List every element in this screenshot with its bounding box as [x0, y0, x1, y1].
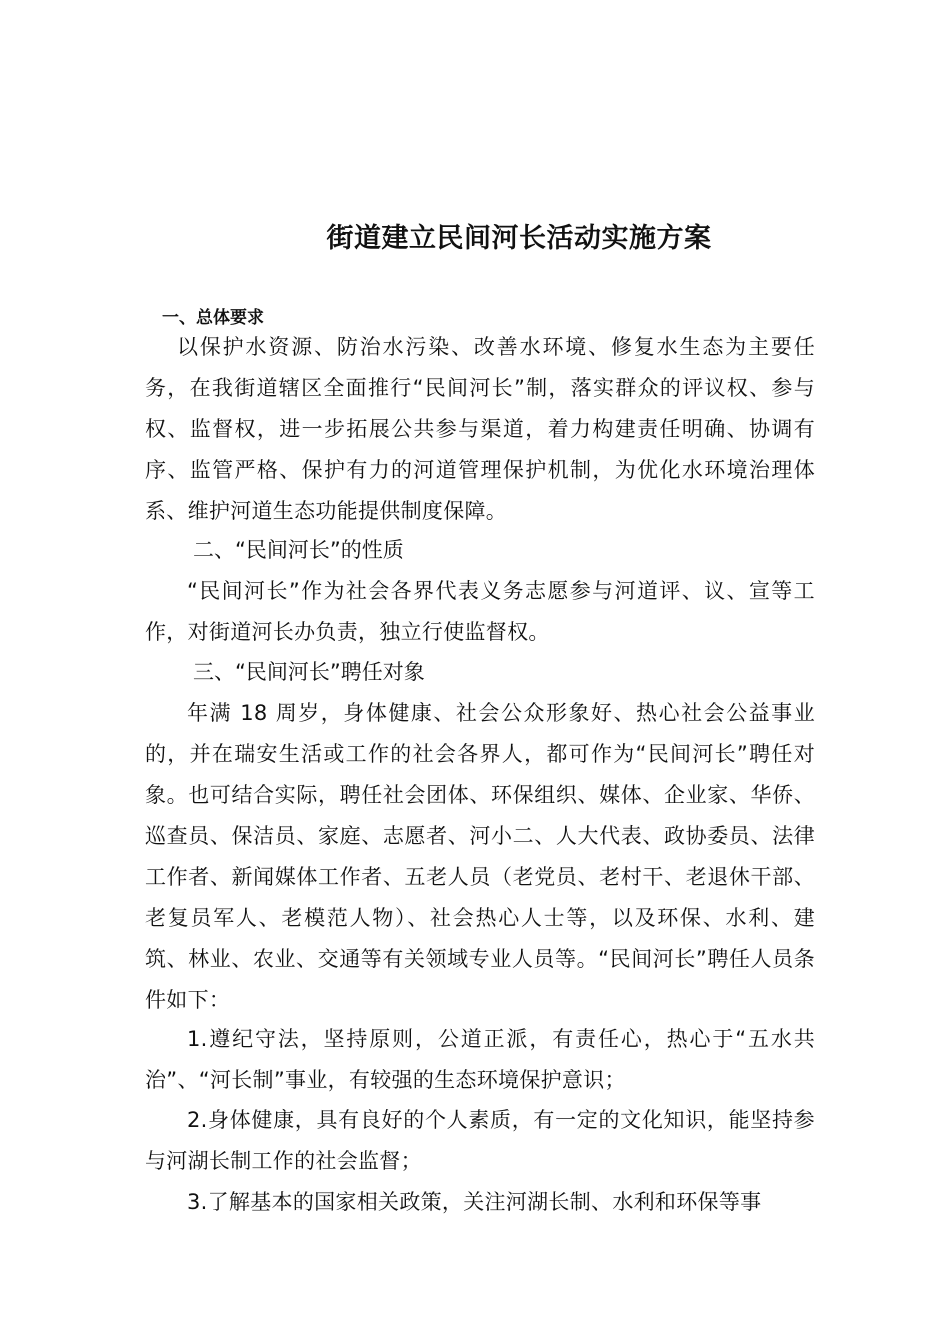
section-3-paragraph: 年满 18 周岁，身体健康、社会公众形象好、热心社会公益事业的，并在瑞安生活或工作的社会各界人，都可作为“民间河长”聘任对象。也可结合实际，聘任社会团体、环保组织、媒体、企业家、华侨、巡查员、保洁员、家庭、志愿者、河小二、人大代表、政协委员、法律工作者、新闻媒体工作者、五老人员（老党员、老村干、老退休干部、老复员军人、老模范人物）、社会热心人士等，以及环保、水利、建筑、林业、农业、交通等有关领域专业人员等。“民间河长”聘任人员条件如下：	[145, 701, 815, 1012]
section-1-heading: 一、总体要求	[162, 308, 264, 328]
condition-item-3: 3.了解基本的国家相关政策，关注河湖长制、水利和环保等事	[187, 1190, 762, 1214]
section-2-paragraph: “民间河长”作为社会各界代表义务志愿参与河道评、议、宣等工作，对街道河长办负责，独立行使监督权。	[145, 579, 815, 644]
condition-item-1: 1.遵纪守法，坚持原则，公道正派，有责任心，热心于“五水共治”、“河长制”事业，有较强的生态环境保护意识；	[145, 1027, 815, 1092]
section-2-heading: 二、“民间河长”的性质	[193, 538, 404, 562]
section-3-heading: 三、“民间河长”聘任对象	[193, 660, 425, 684]
section-1-paragraph: 以保护水资源、防治水污染、改善水环境、修复水生态为主要任务，在我街道辖区全面推行“民间河长”制，落实群众的评议权、参与权、监督权，进一步拓展公共参与渠道，着力构建责任明确、协调有序、监管严格、保护有力的河道管理保护机制，为优化水环境治理体系、维护河道生态功能提供制度保障。	[145, 335, 815, 523]
condition-item-2: 2.身体健康，具有良好的个人素质，有一定的文化知识，能坚持参与河湖长制工作的社会监督；	[145, 1108, 815, 1173]
document-title: 街道建立民间河长活动实施方案	[326, 223, 712, 254]
